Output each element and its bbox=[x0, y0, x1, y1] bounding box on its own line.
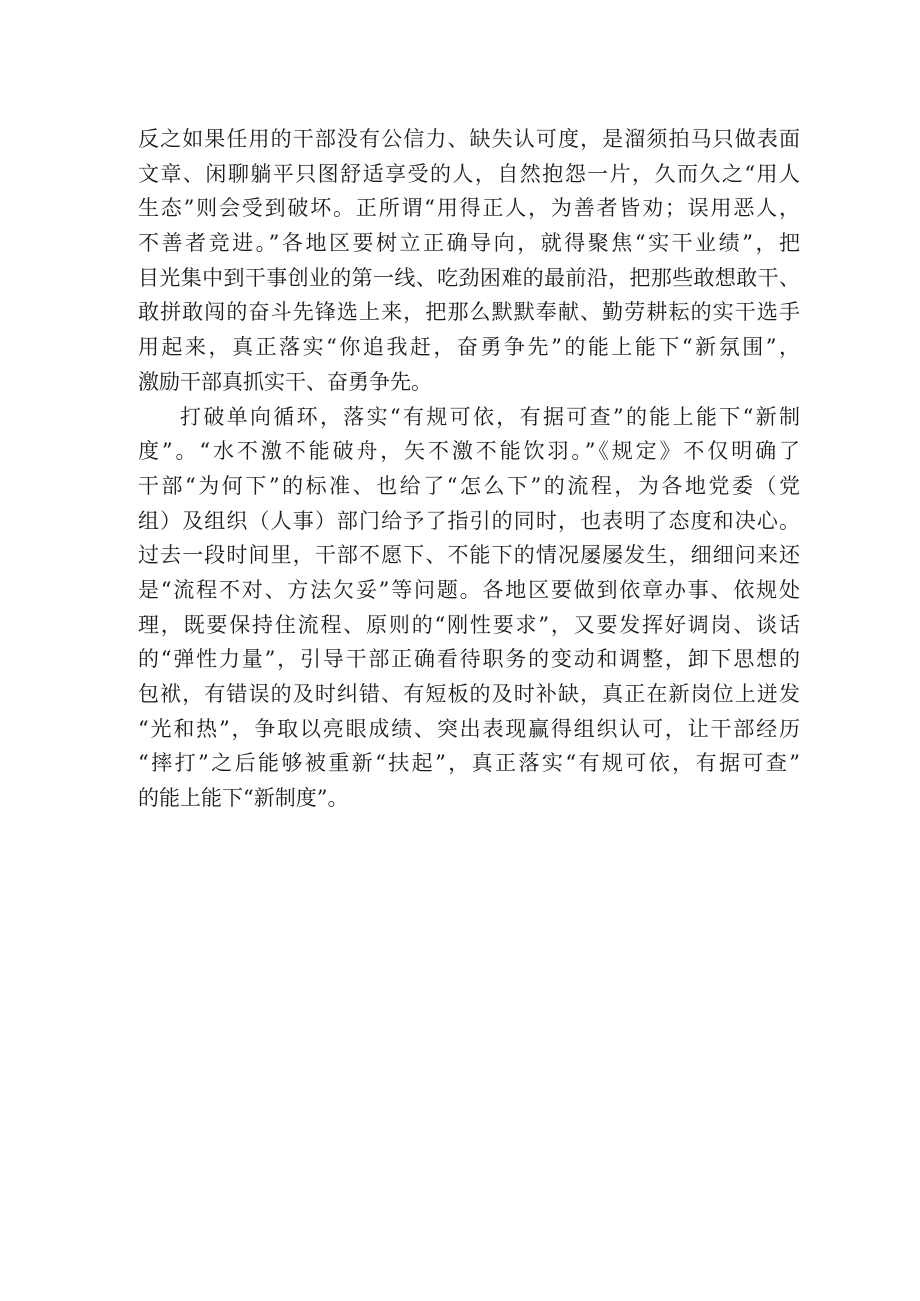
paragraph-line: 不善者竞进。”各地区要树立正确导向，就得聚焦“实干业绩”，把 bbox=[138, 231, 800, 256]
paragraph-line: 敢拼敢闯的奋斗先锋选上来，把那么默默奉献、勤劳耕耘的实干选手 bbox=[138, 300, 800, 325]
paragraph-line: 生态”则会受到破坏。正所谓“用得正人，为善者皆劝；误用恶人， bbox=[138, 196, 800, 221]
paragraph-line: 目光集中到干事创业的第一线、吃劲困难的最前沿，把那些敢想敢干、 bbox=[138, 265, 800, 290]
document-body bbox=[138, 122, 800, 816]
paragraph-line: 是“流程不对、方法欠妥”等问题。各地区要做到依章办事、依规处 bbox=[138, 577, 800, 602]
paragraph-line: 度”。“水不激不能破舟，矢不激不能饮羽。”《规定》不仅明确了 bbox=[138, 439, 800, 464]
paragraph-line: 的能上能下“新制度”。 bbox=[138, 786, 349, 811]
paragraph-line: “光和热”，争取以亮眼成绩、突出表现赢得组织认可，让干部经历 bbox=[138, 716, 800, 741]
paragraph-line: 组）及组织（人事）部门给予了指引的同时，也表明了态度和决心。 bbox=[138, 508, 800, 533]
paragraph-2 bbox=[138, 400, 800, 816]
paragraph-line: 理，既要保持住流程、原则的“刚性要求”，又要发挥好调岗、谈话 bbox=[138, 612, 800, 637]
paragraph-line: “摔打”之后能够被重新“扶起”，真正落实“有规可依，有据可查” bbox=[138, 751, 800, 776]
paragraph-line: 过去一段时间里，干部不愿下、不能下的情况屡屡发生，细细问来还 bbox=[138, 543, 800, 568]
paragraph-line: 文章、闲聊躺平只图舒适享受的人，自然抱怨一片，久而久之“用人 bbox=[138, 161, 800, 186]
paragraph-line: 激励干部真抓实干、奋勇争先。 bbox=[138, 369, 432, 394]
paragraph-line: 干部“为何下”的标准、也给了“怎么下”的流程，为各地党委（党 bbox=[138, 473, 800, 498]
paragraph-line: 打破单向循环，落实“有规可依，有据可查”的能上能下“新制 bbox=[180, 404, 800, 429]
paragraph-line: 的“弹性力量”，引导干部正确看待职务的变动和调整，卸下思想的 bbox=[138, 647, 800, 672]
paragraph-line: 反之如果任用的干部没有公信力、缺失认可度，是溜须拍马只做表面 bbox=[138, 127, 800, 151]
paragraph-line: 包袱，有错误的及时纠错、有短板的及时补缺，真正在新岗位上迸发 bbox=[138, 682, 800, 706]
paragraph-1 bbox=[138, 122, 800, 400]
paragraph-line: 用起来，真正落实“你追我赶，奋勇争先”的能上能下“新氛围”， bbox=[138, 335, 800, 360]
